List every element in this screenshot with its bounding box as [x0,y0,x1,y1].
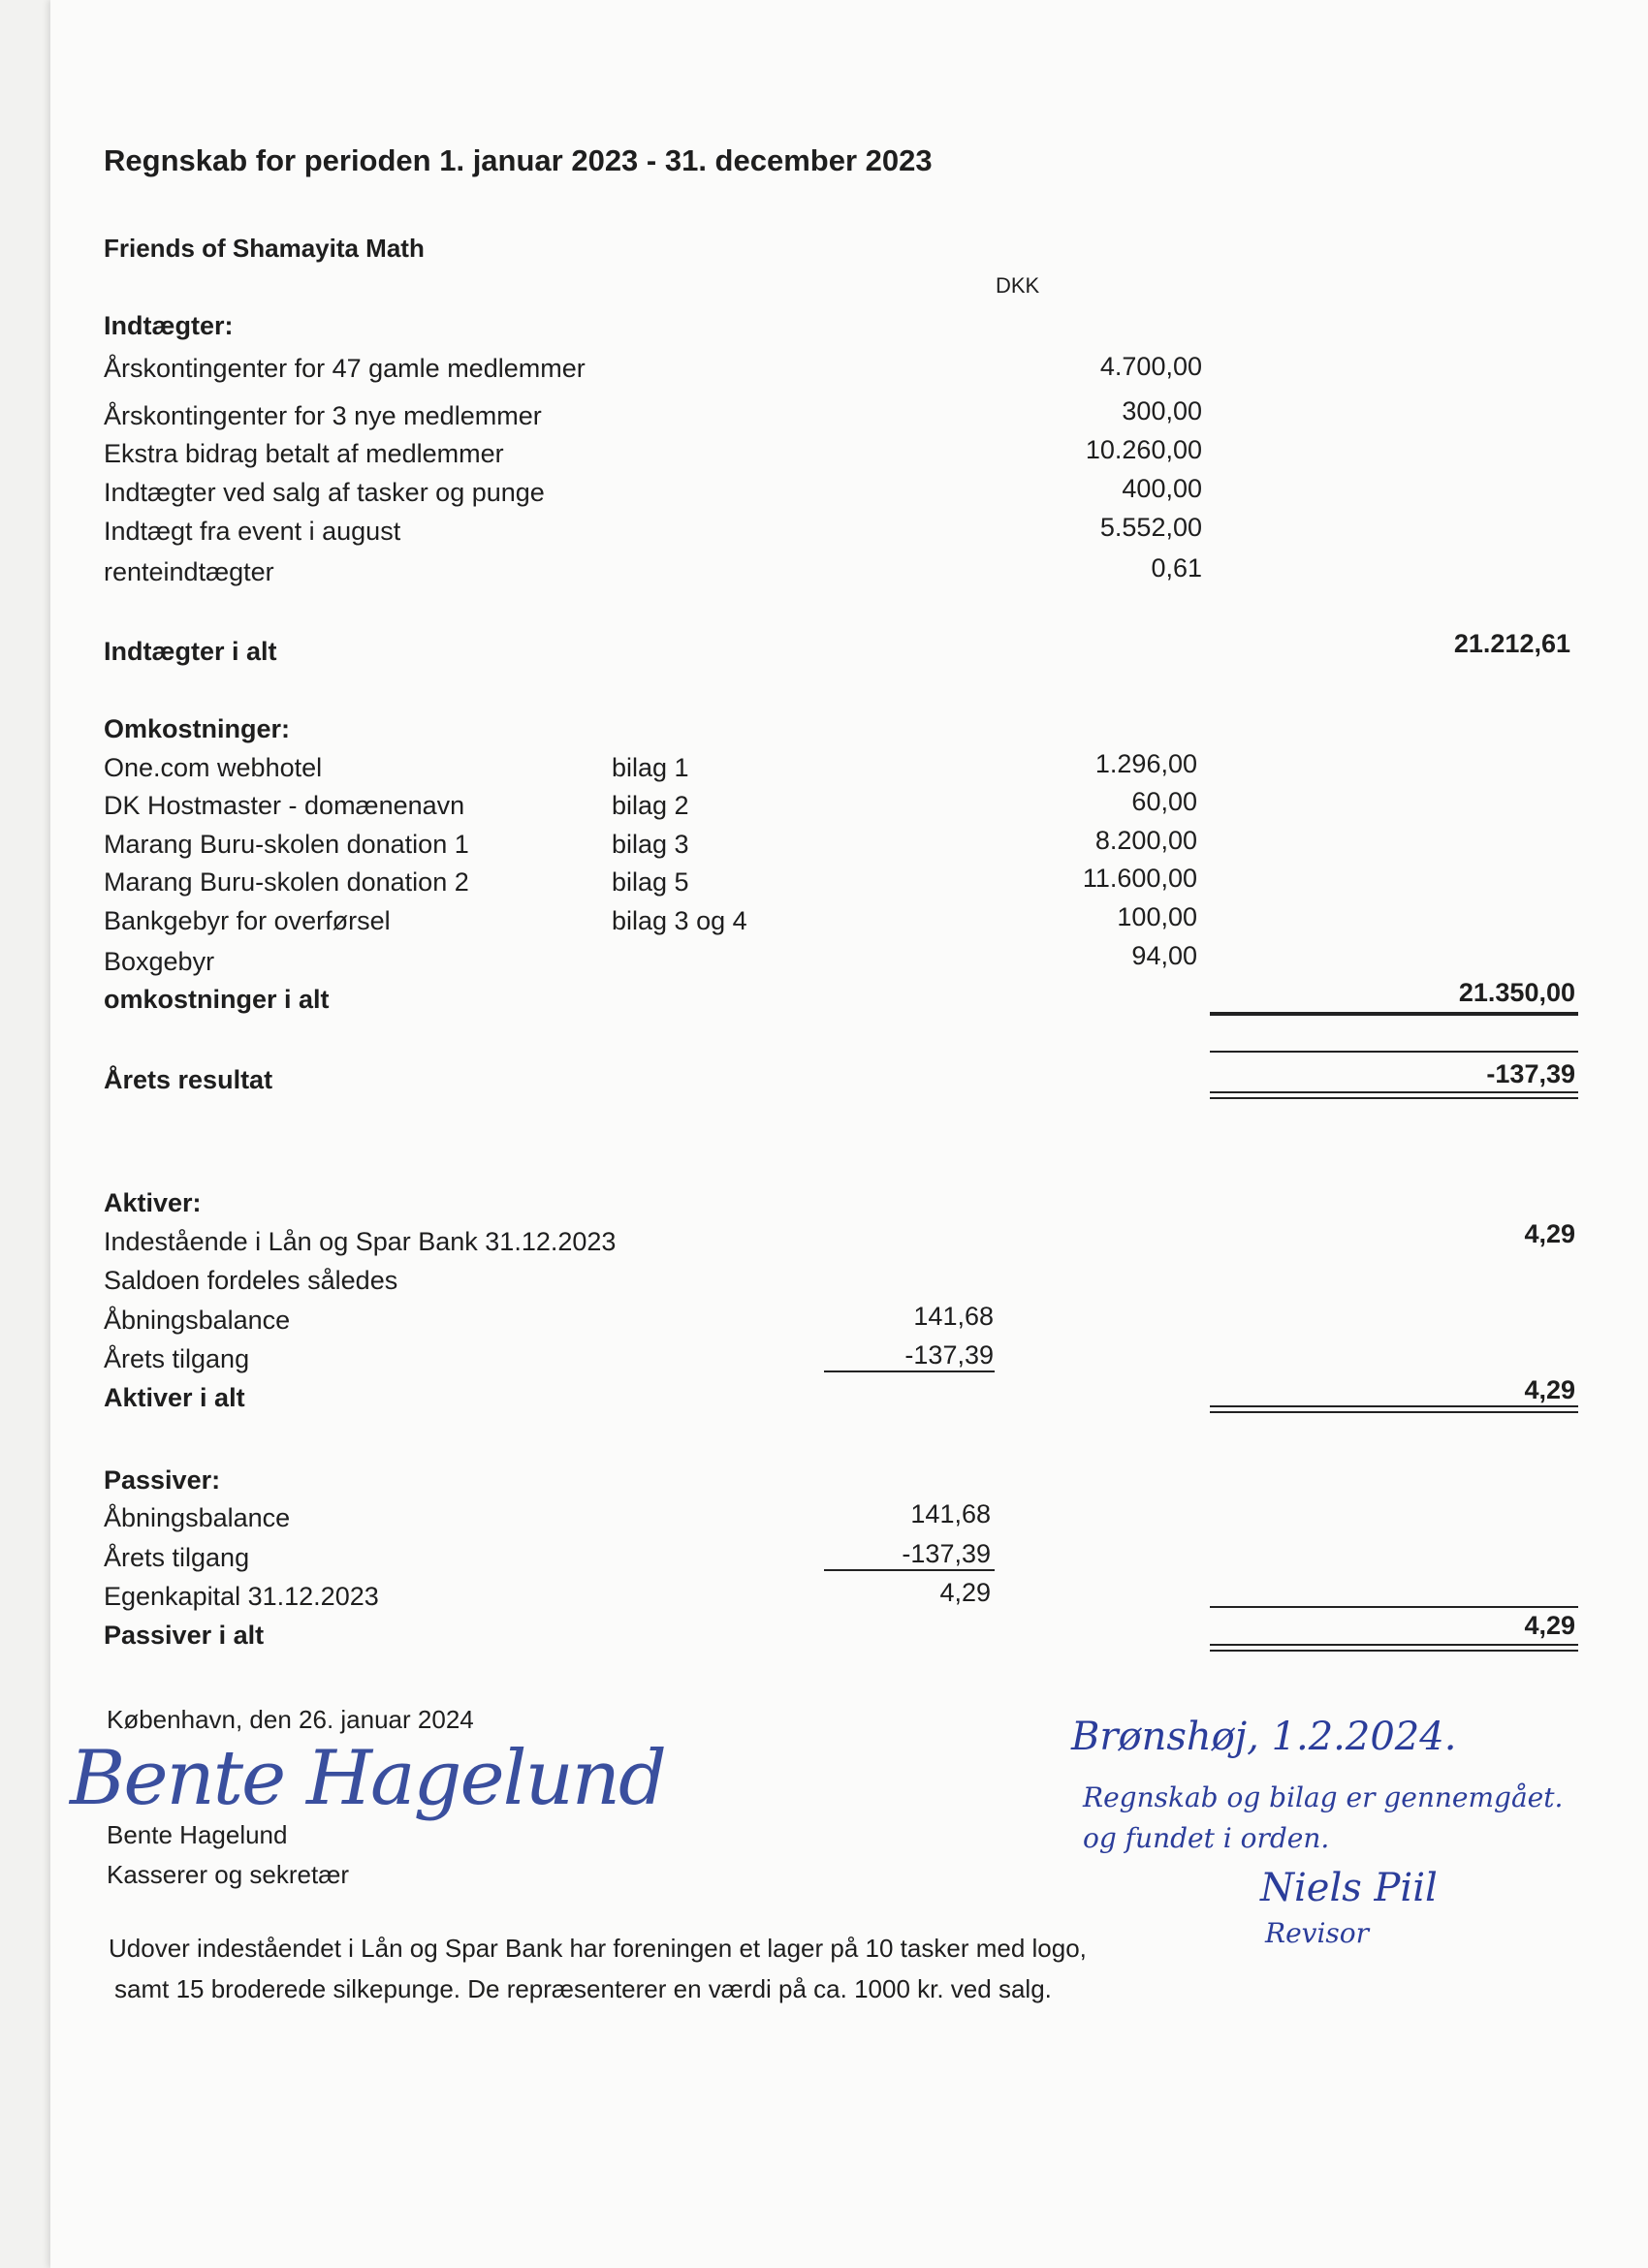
currency-label: DKK [996,273,1040,298]
expense-item-amount: 60,00 [1131,787,1197,816]
footnote-line2: samt 15 broderede silkepunge. De repræsenterer en værdi på ca. 1000 kr. ved salg. [114,1974,1052,2003]
subtotal-underline [824,1569,995,1571]
double-underline-bottom [1210,1097,1578,1099]
double-underline-bottom [1210,1650,1578,1652]
liabilities-change-label: Årets tilgang [104,1543,250,1572]
total-overline [1210,1606,1578,1608]
assets-total-amount: 4,29 [1524,1375,1575,1404]
income-item-amount: 300,00 [1122,396,1202,425]
assets-change-amount: -137,39 [904,1340,994,1370]
income-item-label: Årskontingenter for 47 gamle medlemmer [104,354,586,383]
income-item-label: Indtægter ved salg af tasker og punge [104,478,545,507]
expense-item-label: Marang Buru-skolen donation 2 [104,867,469,897]
signoff-place-date: København, den 26. januar 2024 [107,1705,474,1734]
expense-item-ref: bilag 5 [612,867,689,897]
auditor-place-date: Brønshøj, 1.2.2024. [1071,1715,1457,1759]
income-heading: Indtægter: [104,311,234,340]
liabilities-total-label: Passiver i alt [104,1621,265,1650]
assets-distribution-label: Saldoen fordeles således [104,1266,398,1295]
assets-opening-label: Åbningsbalance [104,1306,291,1335]
document-page [50,0,1648,2268]
liabilities-heading: Passiver: [104,1465,221,1495]
expenses-heading: Omkostninger: [104,714,291,743]
result-label: Årets resultat [104,1065,273,1094]
expense-item-label: DK Hostmaster - domænenavn [104,791,465,820]
income-item-label: Årskontingenter for 3 nye medlemmer [104,401,542,430]
auditor-note-line1: Regnskab og bilag er gennemgået. [1083,1781,1564,1813]
expense-item-amount: 8.200,00 [1094,826,1197,855]
organization-name: Friends of Shamayita Math [104,234,425,263]
assets-change-label: Årets tilgang [104,1344,250,1373]
assets-heading: Aktiver: [104,1188,202,1217]
income-item-amount: 10.260,00 [1085,435,1202,464]
expense-item-amount: 100,00 [1117,902,1197,931]
expenses-total-amount: 21.350,00 [1458,978,1575,1007]
assets-opening-amount: 141,68 [913,1302,994,1331]
liabilities-equity-amount: 4,29 [939,1578,991,1607]
liabilities-change-amount: -137,39 [902,1539,991,1568]
income-item-amount: 400,00 [1122,474,1202,503]
subtotal-underline [824,1370,995,1372]
income-item-label: Ekstra bidrag betalt af medlemmer [104,439,504,468]
income-item-label: Indtægt fra event i august [104,517,401,546]
document-title: Regnskab for perioden 1. januar 2023 - 31. december 2023 [104,143,933,177]
expense-item-ref: bilag 3 og 4 [612,906,747,935]
result-amount: -137,39 [1486,1059,1575,1088]
expense-item-label: Marang Buru-skolen donation 1 [104,830,469,859]
result-overline [1210,1051,1578,1053]
expense-item-amount: 1.296,00 [1094,749,1197,778]
expense-item-label: One.com webhotel [104,753,323,782]
auditor-signature: Niels Piil [1260,1866,1438,1910]
liabilities-opening-label: Åbningsbalance [104,1503,291,1532]
income-item-amount: 0,61 [1151,553,1202,583]
expense-item-label: Bankgebyr for overførsel [104,906,391,935]
double-underline-top [1210,1091,1578,1093]
treasurer-signature: Bente Hagelund [70,1735,665,1822]
assets-deposit-label: Indestående i Lån og Spar Bank 31.12.2023 [104,1227,617,1256]
auditor-note-line2: og fundet i orden. [1083,1822,1330,1854]
expense-item-ref: bilag 2 [612,791,689,820]
signoff-role: Kasserer og sekretær [107,1860,349,1889]
footnote-line1: Udover indeståendet i Lån og Spar Bank har foreningen et lager på 10 tasker med logo, [109,1934,1087,1963]
income-item-amount: 4.700,00 [1099,352,1202,381]
signoff-name: Bente Hagelund [107,1820,288,1849]
expense-item-amount: 11.600,00 [1082,864,1197,893]
assets-total-label: Aktiver i alt [104,1383,245,1412]
liabilities-equity-label: Egenkapital 31.12.2023 [104,1582,379,1611]
expenses-total-label: omkostninger i alt [104,985,330,1014]
expense-item-ref: bilag 3 [612,830,689,859]
double-underline-top [1210,1644,1578,1646]
assets-deposit-amount: 4,29 [1524,1219,1575,1248]
expense-item-ref: bilag 1 [612,753,689,782]
expense-item-label: Boxgebyr [104,947,215,976]
total-underline [1210,1012,1578,1016]
auditor-role: Revisor [1265,1917,1370,1949]
income-item-amount: 5.552,00 [1099,513,1202,542]
liabilities-total-amount: 4,29 [1524,1611,1575,1640]
liabilities-opening-amount: 141,68 [910,1499,991,1528]
double-underline-top [1210,1405,1578,1407]
double-underline-bottom [1210,1411,1578,1413]
expense-item-amount: 94,00 [1131,941,1197,970]
income-total-amount: 21.212,61 [1453,629,1570,658]
income-total-label: Indtægter i alt [104,637,277,666]
income-item-label: renteindtægter [104,557,274,586]
